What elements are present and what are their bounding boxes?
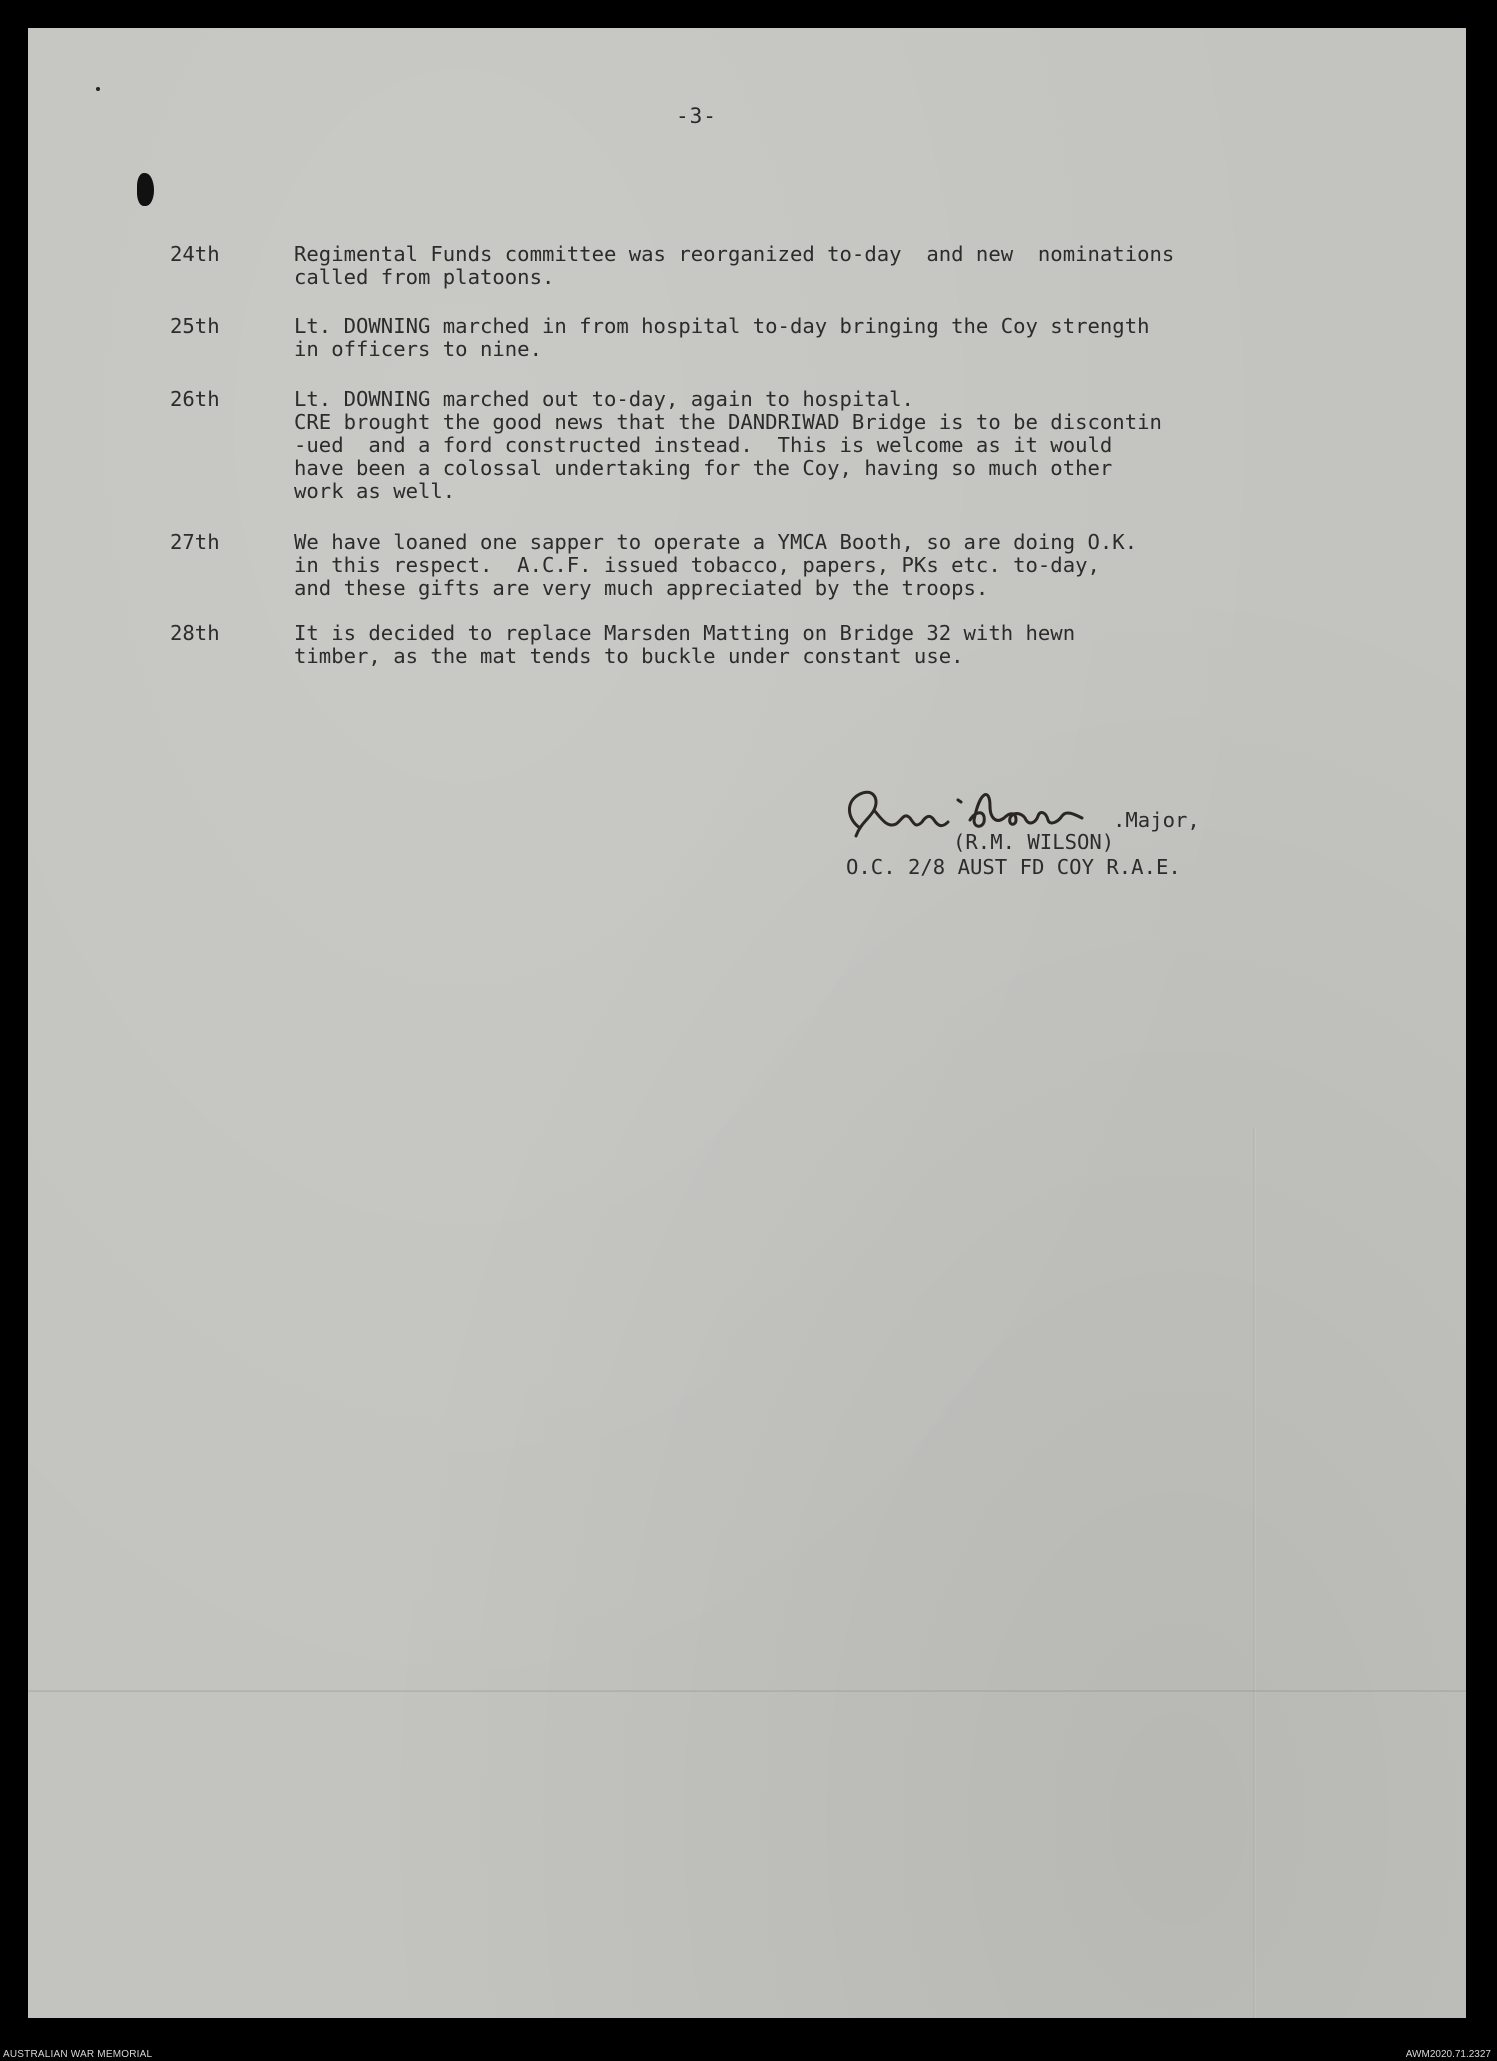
signature-rank: .Major, <box>1113 808 1200 832</box>
entry-text <box>294 243 1394 289</box>
entry-line: in officers to nine. <box>294 337 542 361</box>
entry-line: CRE brought the good news that the DANDRIWAD Bridge is to be discontin <box>294 410 1162 434</box>
ink-speck <box>96 87 100 91</box>
entry-line: have been a colossal undertaking for the Coy, having so much other <box>294 456 1113 480</box>
entry-date: 26th <box>170 387 220 411</box>
ink-blot <box>137 173 154 206</box>
entry-date: 27th <box>170 530 220 554</box>
entry-line: Lt. DOWNING marched out to-day, again to hospital. <box>294 387 914 411</box>
entry-text <box>294 315 1394 361</box>
entry-date: 24th <box>170 242 220 266</box>
archive-reference: AWM2020.71.2327 <box>1405 2049 1491 2060</box>
entry-line: in this respect. A.C.F. issued tobacco, papers, PKs etc. to-day, <box>294 553 1100 577</box>
entry-line: Lt. DOWNING marched in from hospital to-day bringing the Coy strength <box>294 314 1150 338</box>
entry-date: 25th <box>170 314 220 338</box>
signatory-name: (R.M. WILSON) <box>953 830 1115 854</box>
page-number: -3- <box>676 104 717 128</box>
entry-line: -ued and a ford constructed instead. This is welcome as it would <box>294 433 1113 457</box>
entry-line: timber, as the mat tends to buckle under constant use. <box>294 644 964 668</box>
entry-line: Regimental Funds committee was reorganized to-day and new nominations <box>294 242 1175 266</box>
paper-fold-horizontal <box>28 1690 1466 1693</box>
entry-line: It is decided to replace Marsden Matting on Bridge 32 with hewn <box>294 621 1076 645</box>
entry-text <box>294 622 1394 668</box>
entry-text <box>294 531 1394 600</box>
entry-date: 28th <box>170 621 220 645</box>
entry-line: We have loaned one sapper to operate a YMCA Booth, so are doing O.K. <box>294 530 1138 554</box>
paper-fold-vertical <box>1253 1128 1256 2018</box>
entry-line: called from platoons. <box>294 265 555 289</box>
archive-credit: AUSTRALIAN WAR MEMORIAL <box>3 2049 153 2060</box>
entry-line: work as well. <box>294 479 456 503</box>
entry-line: and these gifts are very much appreciated by the troops. <box>294 576 989 600</box>
entry-text <box>294 388 1394 503</box>
signatory-unit: O.C. 2/8 AUST FD COY R.A.E. <box>846 855 1181 879</box>
